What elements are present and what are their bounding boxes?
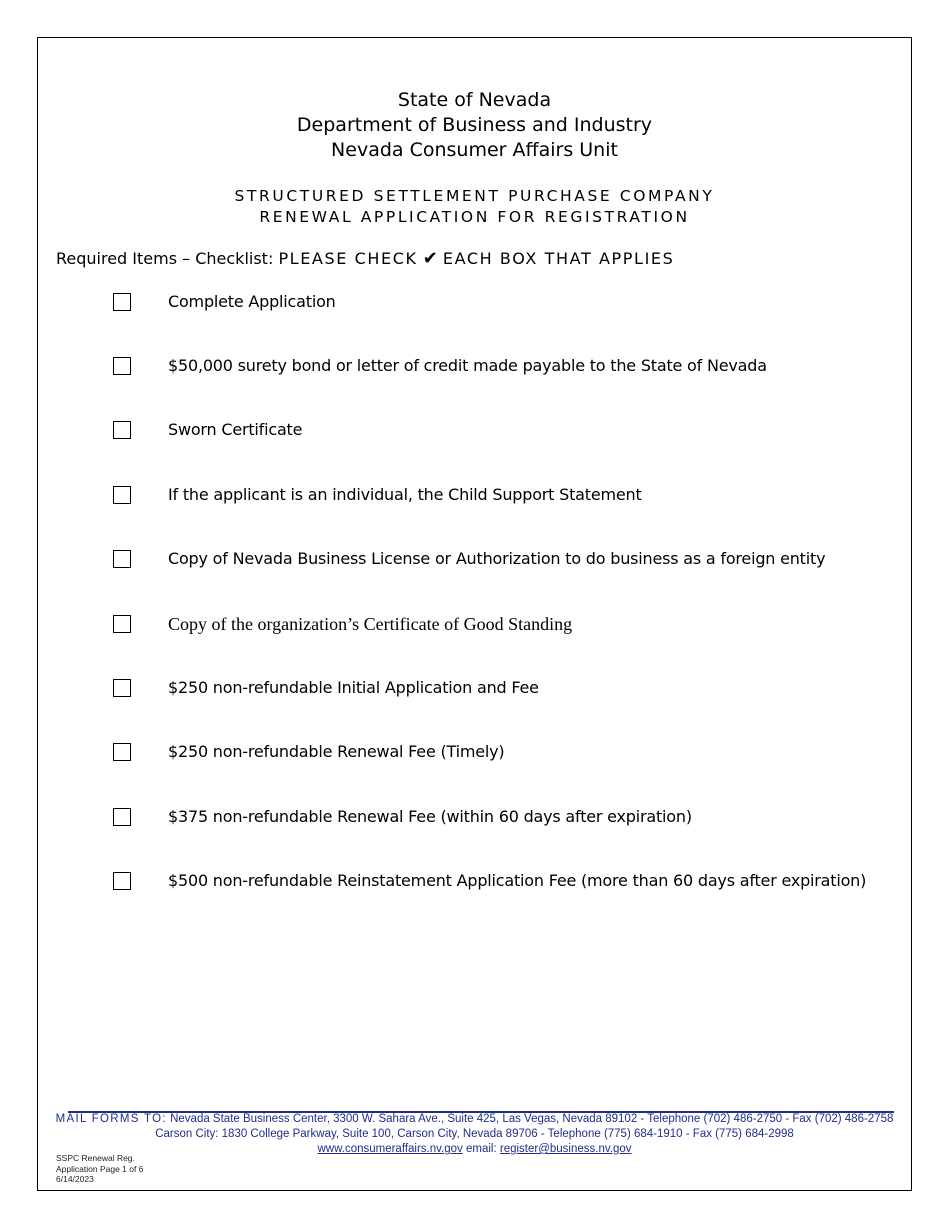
- checkbox[interactable]: [113, 421, 131, 439]
- mailing-footer: [38, 1112, 911, 1157]
- checklist-label: Required Items – Checklist:: [56, 249, 274, 268]
- checklist-item-label: Complete Application: [168, 292, 336, 311]
- checklist-item-label: $500 non-refundable Reinstatement Application Fee (more than 60 days after expiration): [168, 871, 867, 890]
- email-link[interactable]: register@business.nv.gov: [499, 1143, 632, 1155]
- checkbox[interactable]: [113, 615, 131, 633]
- footer-contact-line: [38, 1142, 911, 1157]
- checklist-item-label: Copy of the organization’s Certificate of Good Standing: [168, 614, 573, 634]
- header-unit: Nevada Consumer Affairs Unit: [331, 139, 618, 161]
- checklist-item-label: $375 non-refundable Renewal Fee (within 60 days after expiration): [168, 807, 692, 826]
- checkbox[interactable]: [113, 486, 131, 504]
- revision-date: 6/14/2023: [56, 1174, 94, 1184]
- checkbox[interactable]: [113, 293, 131, 311]
- form-title: [38, 186, 911, 228]
- checkbox[interactable]: [113, 550, 131, 568]
- checklist-item-label: $250 non-refundable Initial Application and Fee: [168, 678, 539, 697]
- checklist-item-label: If the applicant is an individual, the Child Support Statement: [168, 485, 642, 504]
- checkbox[interactable]: [113, 872, 131, 890]
- checkbox[interactable]: [113, 357, 131, 375]
- footer-carson-city-address: Carson City: 1830 College Parkway, Suite 100, Carson City, Nevada 89706 - Telephone (775) 684-1910 - Fax (775) 684-2998: [155, 1128, 794, 1140]
- document-meta: [56, 1153, 143, 1185]
- footer-mail-label: MAIL FORMS TO:: [55, 1113, 167, 1125]
- checklist-instruction-prefix: PLEASE CHECK: [278, 249, 418, 268]
- checkmark-icon: ✔: [422, 248, 438, 269]
- checkbox[interactable]: [113, 808, 131, 826]
- form-title-line2: RENEWAL APPLICATION FOR REGISTRATION: [259, 208, 690, 226]
- checklist-item-label: Copy of Nevada Business License or Authorization to do business as a foreign entity: [168, 549, 826, 568]
- page-frame: [37, 37, 912, 1191]
- footer-email-label: email:: [465, 1143, 497, 1155]
- form-name: SSPC Renewal Reg.: [56, 1153, 135, 1163]
- website-link[interactable]: www.consumeraffairs.nv.gov: [317, 1143, 463, 1155]
- header-state: State of Nevada: [397, 89, 552, 111]
- checkbox[interactable]: [113, 679, 131, 697]
- form-title-line1: STRUCTURED SETTLEMENT PURCHASE COMPANY: [234, 187, 715, 205]
- checklist-item-label: $50,000 surety bond or letter of credit made payable to the State of Nevada: [168, 356, 767, 375]
- checklist-heading: [56, 248, 674, 269]
- page-number: Application Page 1 of 6: [56, 1163, 144, 1174]
- checkbox[interactable]: [113, 743, 131, 761]
- footer-las-vegas-address: Nevada State Business Center, 3300 W. Sahara Ave., Suite 425, Las Vegas, Nevada 89102 - Telephone (702) 486-2750 - Fax (702) 486-2758: [170, 1113, 894, 1125]
- checklist-item-label: $250 non-refundable Renewal Fee (Timely): [168, 742, 505, 761]
- header-department: Department of Business and Industry: [296, 114, 653, 136]
- checklist-item-label: Sworn Certificate: [168, 420, 303, 439]
- footer-las-vegas-line: [38, 1112, 911, 1127]
- document-header: [38, 88, 911, 163]
- checklist-instruction-suffix: EACH BOX THAT APPLIES: [442, 249, 675, 268]
